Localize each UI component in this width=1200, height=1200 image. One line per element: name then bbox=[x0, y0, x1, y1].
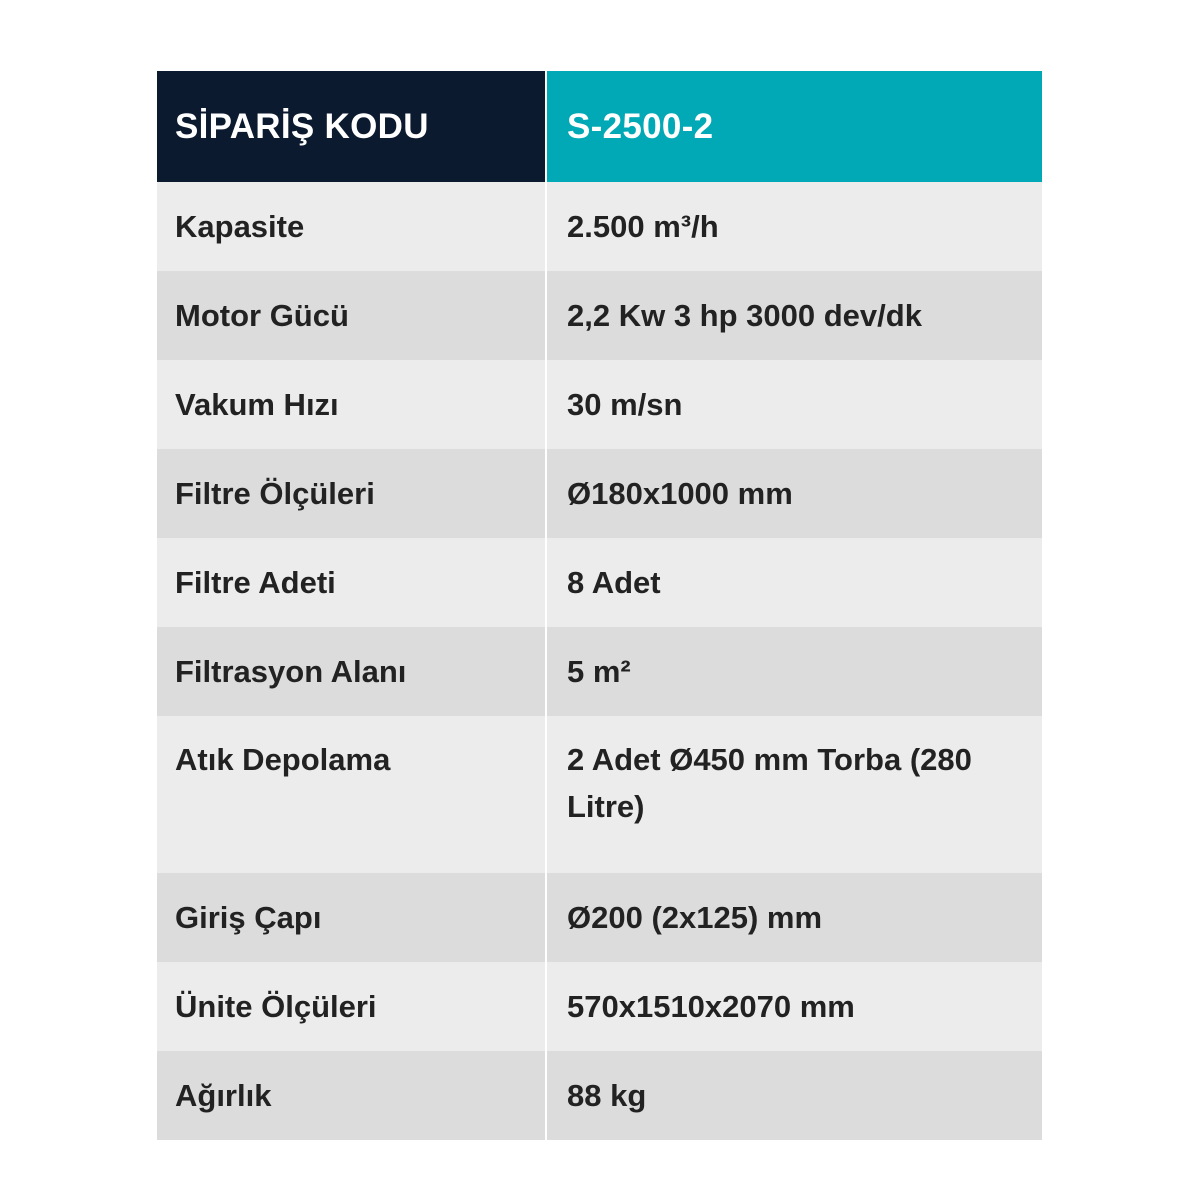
row-value: 88 kg bbox=[546, 1051, 1042, 1140]
row-label: Filtrasyon Alanı bbox=[157, 627, 546, 716]
row-label: Vakum Hızı bbox=[157, 360, 546, 449]
row-value: Ø180x1000 mm bbox=[546, 449, 1042, 538]
table-header-row bbox=[157, 71, 1042, 182]
table-row bbox=[157, 873, 1042, 962]
row-value: 8 Adet bbox=[546, 538, 1042, 627]
table-row bbox=[157, 449, 1042, 538]
table-row bbox=[157, 962, 1042, 1051]
table-row bbox=[157, 716, 1042, 873]
row-label: Ağırlık bbox=[157, 1051, 546, 1140]
table-row bbox=[157, 1051, 1042, 1140]
row-value: 30 m/sn bbox=[546, 360, 1042, 449]
row-value: 2,2 Kw 3 hp 3000 dev/dk bbox=[546, 271, 1042, 360]
row-label: Atık Depolama bbox=[157, 716, 546, 873]
table-row bbox=[157, 182, 1042, 271]
table-row bbox=[157, 627, 1042, 716]
row-value: 5 m² bbox=[546, 627, 1042, 716]
row-value: 2 Adet Ø450 mm Torba (280 Litre) bbox=[546, 716, 1042, 873]
row-label: Ünite Ölçüleri bbox=[157, 962, 546, 1051]
table-row bbox=[157, 538, 1042, 627]
row-label: Filtre Ölçüleri bbox=[157, 449, 546, 538]
table-row bbox=[157, 360, 1042, 449]
row-label: Kapasite bbox=[157, 182, 546, 271]
order-code-label: SİPARİŞ KODU bbox=[157, 71, 546, 182]
table-row bbox=[157, 271, 1042, 360]
row-value: 570x1510x2070 mm bbox=[546, 962, 1042, 1051]
spec-table bbox=[157, 71, 1042, 1140]
row-value: Ø200 (2x125) mm bbox=[546, 873, 1042, 962]
row-label: Giriş Çapı bbox=[157, 873, 546, 962]
row-label: Filtre Adeti bbox=[157, 538, 546, 627]
row-value: 2.500 m³/h bbox=[546, 182, 1042, 271]
row-label: Motor Gücü bbox=[157, 271, 546, 360]
order-code-value: S-2500-2 bbox=[546, 71, 1042, 182]
